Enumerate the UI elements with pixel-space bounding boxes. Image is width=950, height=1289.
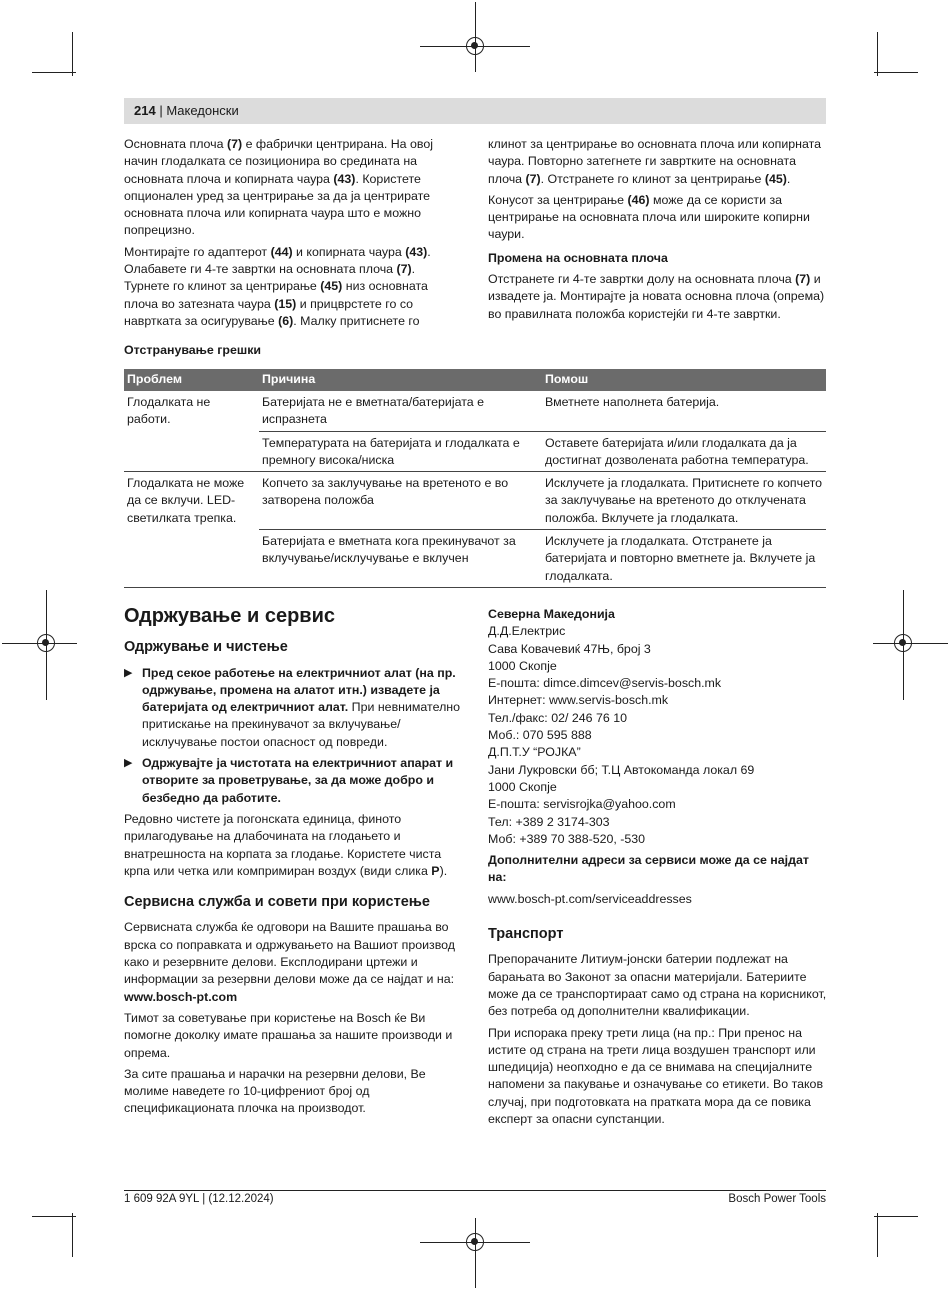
warning-bullet bbox=[124, 755, 464, 807]
section-heading: Сервисна служба и совети при користење bbox=[124, 894, 430, 911]
table-row bbox=[124, 472, 826, 530]
header-separator: | bbox=[155, 103, 167, 118]
troubleshooting-heading bbox=[124, 342, 464, 363]
column-header: Помош bbox=[542, 369, 826, 391]
registration-line bbox=[475, 1218, 476, 1288]
column-header: Проблем bbox=[124, 369, 259, 391]
contact-lines bbox=[488, 623, 828, 848]
crop-mark bbox=[877, 32, 878, 76]
bullet-text: Одржувајте ја чистотата на електричниот апарат и отворите за проветрување, за да може добро и безбедно да работите. bbox=[142, 756, 454, 805]
contact-line: 1000 Скопје bbox=[488, 779, 557, 794]
paragraph: За сите прашања и нарачки на резервни делови, Ве молиме наведете го 10-цифрениот број од спецификационата плочка на производот. bbox=[124, 1066, 426, 1116]
table-header-row bbox=[124, 369, 826, 391]
column-header: Причина bbox=[259, 369, 542, 391]
paragraph: При испорака преку трети лица (на пр.: При пренос на истите од страна на трети лица воздушен транспорт или шпедиција) неопходно е да се внимава на специјалните напомени за пакување и означување со етикети. Во таков случај, при подготовката на пратката мора да се повика експерт за опасни супстанции. bbox=[488, 1025, 824, 1127]
registration-target-icon bbox=[466, 37, 484, 55]
paragraph: Препорачаните Литиум-јонски батерии подлежат на барањата во Законот за опасни материјали. Батериите може да се транспортираат само од страна на корисникот, без потреба од дополнителни квалификации. bbox=[488, 952, 827, 1019]
registration-target-icon bbox=[466, 1233, 484, 1251]
section-heading: Промена на основната плоча bbox=[488, 250, 668, 265]
maintenance-title: Одржување и сервис bbox=[124, 605, 335, 627]
page-footer bbox=[124, 1190, 826, 1205]
paragraph: Сервисната служба ќе одговори на Вашите прашања во врска со поправката и одржувањето на Вашиот производ како и резервните делови. Експлодирани цртежи и информации за резервни делови може да се најдат и на: www.bosch-pt.com bbox=[124, 920, 456, 1004]
contact-line: Јани Лукровски бб; Т.Ц Автокоманда локал 69 bbox=[488, 762, 755, 777]
table-row bbox=[124, 391, 826, 431]
triangle-bullet-icon: ▶ bbox=[124, 666, 133, 679]
right-column-top bbox=[488, 136, 828, 327]
crop-mark bbox=[874, 72, 918, 73]
cause-cell: Батеријата не е вметната/батеријата е испразнета bbox=[259, 391, 542, 431]
help-cell: Оставете батеријата и/или глодалката да ја достигнат дозволената работна температура. bbox=[542, 431, 826, 472]
crop-mark bbox=[32, 72, 76, 73]
contact-line: Д.П.Т.У “РОЈКА” bbox=[488, 745, 581, 760]
warning-bullet bbox=[124, 665, 464, 751]
help-cell: Вметнете наполнета батерија. bbox=[542, 391, 826, 431]
header-language: Македонски bbox=[166, 103, 239, 118]
page-header bbox=[124, 98, 826, 124]
contact-line: Е-пошта: dimce.dimcev@servis-bosch.mk bbox=[488, 676, 722, 691]
registration-target-icon bbox=[894, 634, 912, 652]
paragraph: Основната плоча (7) е фабрички центрирана. На овој начин глодалката се позиционира во средината на основната плоча и копирната чаура (43). Користете опционален уред за центрирање за да ја центрирате основната плоча или копирната чаура што е можно попрецизно. bbox=[124, 137, 433, 238]
contact-line: Д.Д.Електрис bbox=[488, 624, 566, 639]
footer-brand: Bosch Power Tools bbox=[728, 1193, 826, 1205]
contact-country: Северна Македонија bbox=[488, 607, 615, 621]
right-column-bottom bbox=[488, 606, 828, 1132]
paragraph: Отстранете ги 4-те завртки долу на основната плоча (7) и извадете ја. Монтирајте ја новата основна плоча (опрема) во правилната положба користејќи ги 4-те завртки. bbox=[488, 272, 825, 321]
crop-mark bbox=[874, 1216, 918, 1217]
additional-addresses-heading: Дополнителни адреси за сервиси може да се најдат на: bbox=[488, 853, 809, 885]
paragraph: Тимот за советување при користење на Bosch ќе Ви помогне доколку имате прашања за нашите производи и опрема. bbox=[124, 1010, 453, 1060]
section-heading: Одржување и чистење bbox=[124, 639, 288, 656]
footer-doc-number: 1 609 92A 9YL | (12.12.2024) bbox=[124, 1193, 274, 1205]
help-cell: Исклучете ја глодалката. Отстранете ја батеријата и повторно вметнете ја. Вклучете ја глодалката. bbox=[542, 530, 826, 588]
section-heading: Отстранување грешки bbox=[124, 343, 262, 357]
cause-cell: Батеријата е вметната кога прекинувачот за вклучување/исклучување е вклучен bbox=[259, 530, 542, 588]
left-column-top bbox=[124, 136, 464, 334]
left-column-bottom bbox=[124, 605, 464, 1122]
crop-mark bbox=[32, 1216, 76, 1217]
problem-cell: Глодалката не може да се вклучи. LED-светилката трепка. bbox=[124, 472, 259, 588]
paragraph: клинот за центрирање во основната плоча или копирната чаура. Повторно затегнете ги завртките на основната плоча (7). Отстранете го клинот за центрирање (45). bbox=[488, 137, 822, 186]
problem-cell: Глодалката не работи. bbox=[124, 391, 259, 472]
additional-addresses-url: www.bosch-pt.com/serviceaddresses bbox=[488, 891, 692, 906]
bullet-text: Пред секое работење на електричниот алат (на пр. одржување, промена на алатот итн.) извадете ја батеријата од електричниот алат. При невнимателно притискање на прекинувачот за вклучување/исклучување постои опасност од повреди. bbox=[142, 665, 461, 749]
contact-line: Моб.: 070 595 888 bbox=[488, 728, 592, 743]
contact-line: Е-пошта: servisrojka@yahoo.com bbox=[488, 797, 676, 812]
help-cell: Исклучете ја глодалката. Притиснете го копчето за заклучување на вретеното до отклучената положба. Вклучете ја глодалката. bbox=[542, 472, 826, 530]
triangle-bullet-icon: ▶ bbox=[124, 757, 133, 770]
crop-mark bbox=[72, 32, 73, 76]
contact-line: 1000 Скопје bbox=[488, 658, 557, 673]
troubleshooting-table bbox=[124, 369, 826, 588]
transport-title: Транспорт bbox=[488, 926, 564, 943]
paragraph: Конусот за центрирање (46) може да се користи за центрирање на основната плоча или широките копирни чаури. bbox=[488, 192, 810, 242]
contact-line: Тел: +389 2 3174-303 bbox=[488, 814, 610, 829]
cause-cell: Температурата на батеријата и глодалката е премногу висока/ниска bbox=[259, 431, 542, 472]
paragraph: Монтирајте го адаптерот (44) и копирната чаура (43). Олабавете ги 4-те завртки на основната плоча (7). Турнете го клинот за центрирање (45) низ основната плоча во затезната чаура (15) и прицврстете го со навртката за осигурување (6). Малку притиснете го bbox=[124, 244, 431, 328]
crop-mark bbox=[72, 1213, 73, 1257]
contact-line: Сава Ковачевиќ 47Њ, број 3 bbox=[488, 641, 651, 656]
cause-cell: Копчето за заклучување на вретеното е во затворена положба bbox=[259, 472, 542, 530]
contact-line: Тел./факс: 02/ 246 76 10 bbox=[488, 710, 627, 725]
registration-target-icon bbox=[37, 634, 55, 652]
page-number: 214 bbox=[134, 103, 156, 118]
contact-line: Моб: +389 70 388-520, -530 bbox=[488, 831, 646, 846]
contact-line: Интернет: www.servis-bosch.mk bbox=[488, 693, 669, 708]
paragraph: Редовно чистете ја погонската единица, финото прилагодување на длабочината на глодањето и внатрешноста на корпата за глодање. Користете чиста крпа или четка или компримиран воздух (види слика P). bbox=[124, 811, 448, 878]
crop-mark bbox=[877, 1213, 878, 1257]
